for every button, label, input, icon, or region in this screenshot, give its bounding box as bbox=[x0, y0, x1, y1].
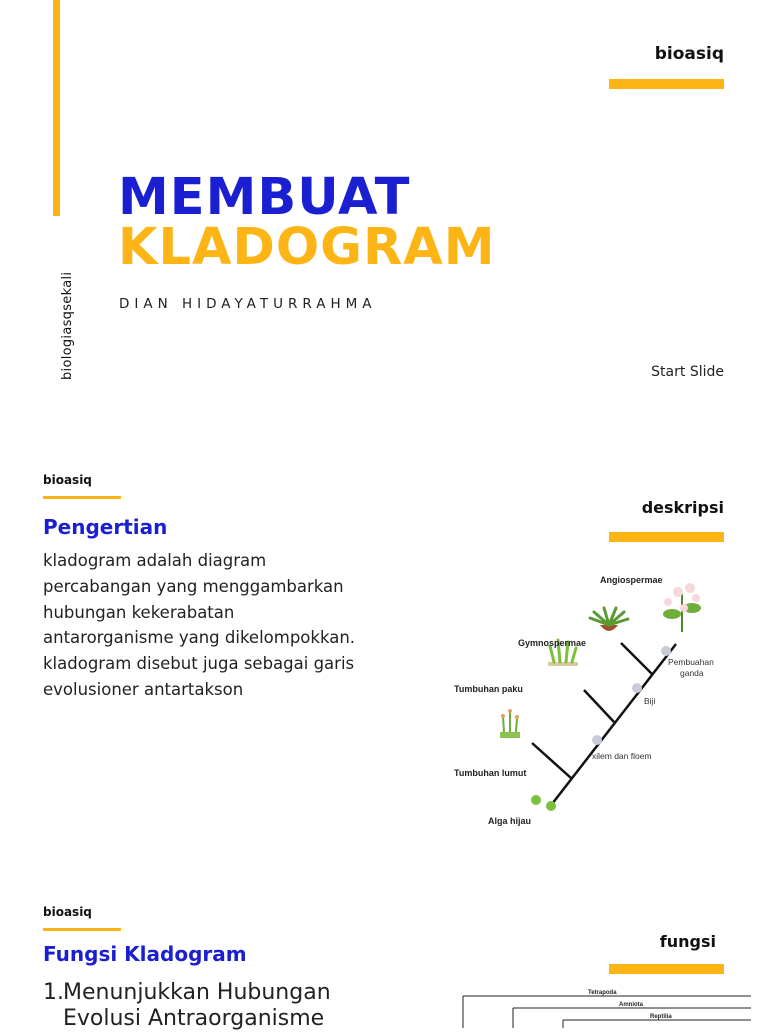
section-heading: Pengertian bbox=[43, 515, 168, 539]
gymnosperm-plant-icon bbox=[590, 608, 628, 631]
angiosperm-plant-icon bbox=[663, 583, 701, 632]
list-item-text: Menunjukkan Hubungan bbox=[63, 980, 331, 1005]
trait-label: ganda bbox=[680, 668, 704, 678]
branch-paku bbox=[584, 690, 614, 722]
clade-label: Amniota bbox=[619, 1002, 643, 1008]
section-tag-underline bbox=[609, 964, 724, 974]
cladogram-trunk bbox=[552, 644, 676, 804]
side-handle-text: biologiasqsekali bbox=[60, 271, 75, 380]
list-item-number: 1. bbox=[43, 980, 64, 1005]
algae-icon bbox=[546, 801, 556, 811]
section-heading: Fungsi Kladogram bbox=[43, 942, 247, 966]
branch-lumut bbox=[532, 743, 571, 778]
section-tag: deskripsi bbox=[641, 498, 724, 517]
brand-underline bbox=[43, 496, 121, 499]
start-slide-link[interactable]: Start Slide bbox=[651, 364, 724, 380]
taxon-label: Angiospermae bbox=[600, 575, 663, 585]
section-tag-underline bbox=[609, 532, 724, 542]
trait-label: Biji bbox=[644, 696, 656, 706]
author-name: DIAN HIDAYATURRAHMA bbox=[119, 296, 377, 312]
vertebrate-cladogram-diagram bbox=[433, 988, 753, 1028]
trait-label: xilem dan floem bbox=[592, 751, 652, 761]
clade-label: Tetrapoda bbox=[588, 990, 617, 996]
brand-underline bbox=[43, 928, 121, 931]
trait-label: Pembuahan bbox=[668, 657, 714, 667]
section-tag: fungsi bbox=[659, 932, 716, 951]
accent-vertical-bar bbox=[53, 0, 60, 216]
node-biji bbox=[632, 683, 642, 693]
function-list bbox=[43, 980, 331, 1032]
definition-text: kladogram adalah diagram percabangan yang menggambarkan hubungan kekerabatan antarorganisme yang dikelompokkan. kladogram disebut juga sebagai garis evolusioner antartakson bbox=[43, 551, 356, 699]
taxon-label: Alga hijau bbox=[488, 816, 532, 826]
moss-plant-icon bbox=[500, 709, 520, 738]
algae-icon bbox=[531, 795, 541, 805]
clade-label: Reptilia bbox=[650, 1014, 672, 1020]
list-item bbox=[43, 980, 331, 1032]
taxon-label: Gymnospermae bbox=[518, 638, 587, 648]
cladogram-diagram bbox=[454, 562, 726, 826]
taxon-label: Tumbuhan paku bbox=[454, 684, 523, 694]
title-line-2: KLADOGRAM bbox=[118, 218, 496, 277]
function-slide bbox=[0, 850, 768, 1031]
definition-slide bbox=[0, 430, 768, 850]
brand-label: bioasiq bbox=[43, 473, 92, 487]
brand-label: bioasiq bbox=[43, 905, 92, 919]
brand-underline bbox=[609, 79, 724, 89]
branch-gymno bbox=[621, 643, 652, 674]
brand-label: bioasiq bbox=[654, 44, 724, 64]
node-xilem bbox=[592, 735, 602, 745]
title-slide bbox=[0, 0, 768, 430]
taxon-label: Tumbuhan lumut bbox=[454, 768, 527, 778]
list-item-text-continued: Evolusi Antraorganisme bbox=[63, 1006, 325, 1031]
node-pembuahan bbox=[661, 646, 671, 656]
title-line-1: MEMBUAT bbox=[118, 168, 411, 227]
